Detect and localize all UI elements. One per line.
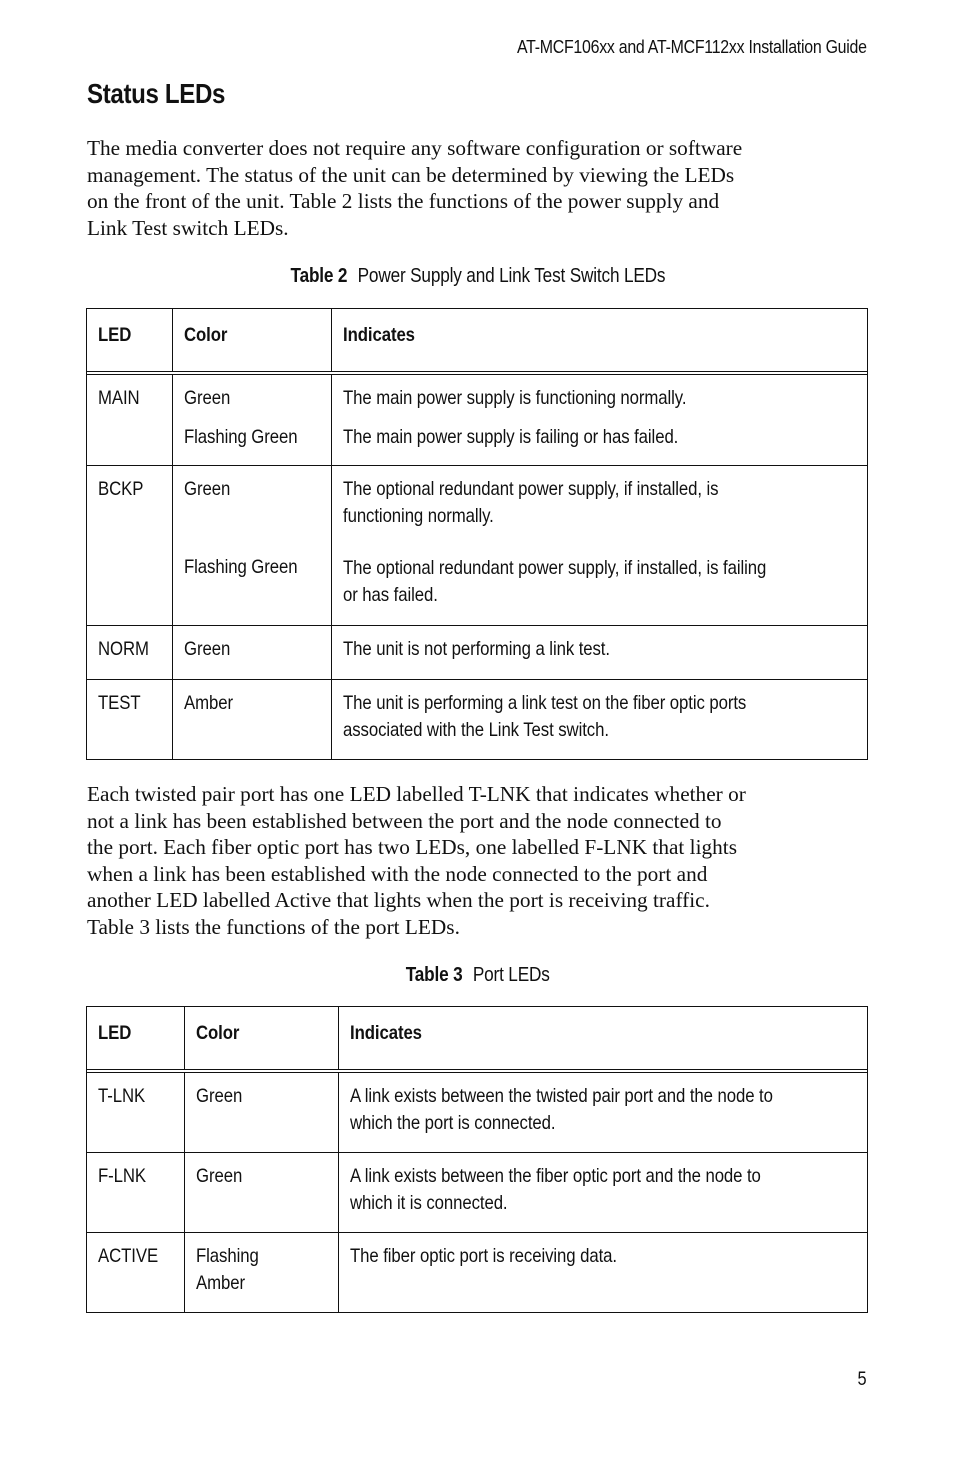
led-cell: ACTIVE [87,1233,185,1312]
table-row [87,626,867,680]
table3-header-color: Color [185,1007,339,1069]
table-row [87,466,867,626]
led-cell: F-LNK [87,1153,185,1232]
table-row [87,1233,867,1312]
color-cell: Green [185,1073,339,1152]
intro-line: Link Test switch LEDs. [87,215,289,240]
indicates-cell: A link exists between the fiber optic port and the node to which it is connected. [350,1165,761,1214]
paragraph-line: Each twisted pair port has one LED labelled T-LNK that indicates whether or [87,782,746,806]
table3-header-indicates: Indicates [350,1021,422,1044]
color-cell: Flashing Amber [185,1233,339,1312]
color-cell: Green [173,626,332,679]
led-cell: NORM [87,626,173,679]
paragraph-line: another LED labelled Active that lights when the port is receiving traffic. [87,888,710,913]
table3-header-row [87,1007,867,1073]
indicates-cell: The main power supply is functioning normally. The main power supply is failing or has failed. [343,387,687,448]
color-cell: Green Flashing Green [173,375,332,465]
table2-caption-title: Power Supply and Link Test Switch LEDs [357,265,665,287]
table2-header-color: Color [173,309,332,371]
color-cell: Green [185,1153,339,1232]
table-row [87,1153,867,1233]
port-leds-paragraph [87,781,868,941]
led-cell: MAIN [87,375,173,465]
led-cell: T-LNK [87,1073,185,1152]
paragraph-line: Table 3 lists the functions of the port LEDs. [87,914,460,939]
intro-line: management. The status of the unit can be determined by viewing the LEDs [87,162,735,187]
table2-caption-number: Table 2 [290,265,347,287]
led-cell: BCKP [87,466,173,625]
table2-header-led: LED [87,309,173,371]
indicates-cell: The fiber optic port is receiving data. [350,1245,617,1267]
running-header: AT-MCF106xx and AT-MCF112xx Installation Guide [517,36,867,57]
section-title: Status LEDs [87,78,226,109]
paragraph-line: not a link has been established between the port and the node connected to [87,808,722,833]
table3-caption-number: Table 3 [405,964,463,986]
table-row [87,375,867,466]
table-row [87,1073,867,1153]
table-row [87,680,867,759]
intro-paragraph [87,135,868,241]
indicates-cell: A link exists between the twisted pair port and the node to which the port is connected. [350,1085,773,1134]
indicates-cell: The unit is performing a link test on the fiber optic ports associated with the Link Test switch. [343,692,747,741]
table2-caption [87,265,868,288]
table3-caption [87,964,868,987]
color-cell: Amber [173,680,332,759]
paragraph-line: when a link has been established with the node connected to the port and [87,861,708,886]
paragraph-line: the port. Each fiber optic port has two LEDs, one labelled F-LNK that lights [87,835,737,860]
table3-caption-title: Port LEDs [472,964,550,986]
table2-header-indicates: Indicates [343,323,415,346]
indicates-cell: The optional redundant power supply, if installed, is functioning normally. The optional redundant power supply, if installed, is failing or has failed. [343,478,767,606]
table2 [86,308,868,760]
intro-line: on the front of the unit. Table 2 lists the functions of the power supply and [87,189,720,214]
intro-line: The media converter does not require any software configuration or software [87,136,743,160]
color-cell: Green Flashing Green [173,466,332,625]
table2-header-row [87,309,867,375]
table3 [86,1006,868,1313]
page-number: 5 [857,1369,867,1390]
table3-header-led: LED [87,1007,185,1069]
led-cell: TEST [87,680,173,759]
indicates-cell: The unit is not performing a link test. [343,638,610,660]
